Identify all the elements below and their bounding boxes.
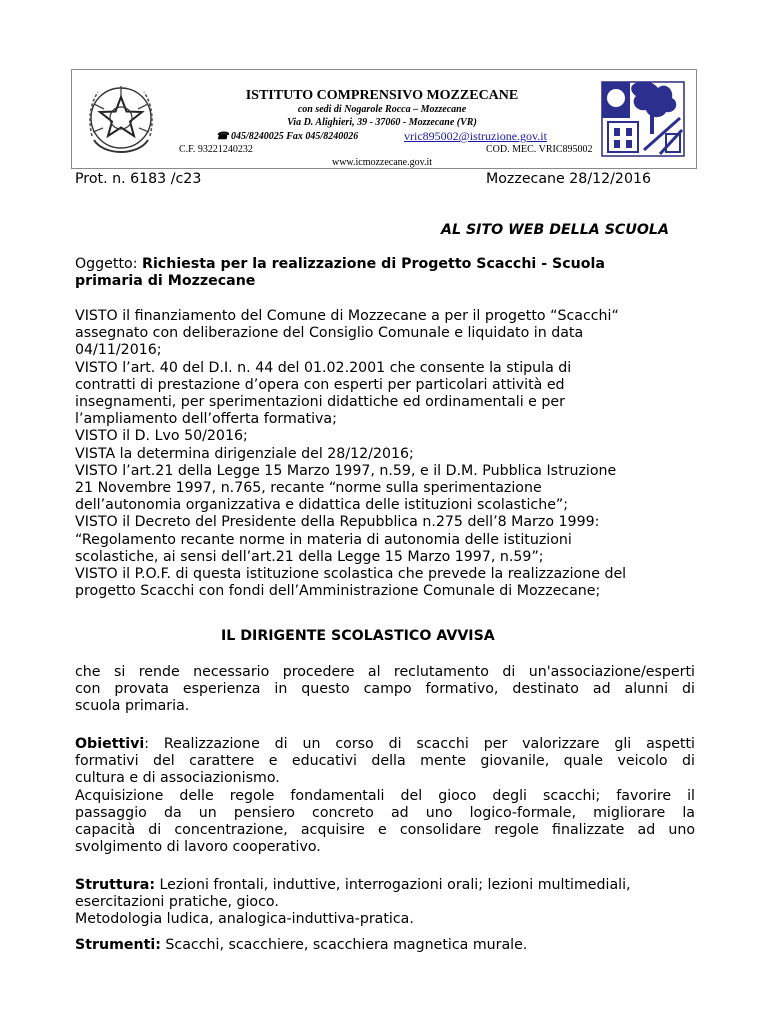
phone-icon: ☎ [216,131,229,142]
protocol-number: Prot. n. 6183 /c23 [75,171,202,187]
premise-line: 04/11/2016; [75,342,162,359]
objectives-line: capacità di concentrazione, acquisire e consolidare regole finalizzate ad uno [75,822,695,839]
premise-line: VISTA la determina dirigenziale del 28/12/2016; [75,445,414,462]
intro-line: con provata esperienza in questo campo formativo, destinato ad alunni di [75,681,695,698]
objectives-line: svolgimento di lavoro cooperativo. [75,839,321,856]
tools-text: Scacchi, scacchiere, scacchiera magnetica murale. [160,937,528,953]
tools-line [75,937,527,954]
premise-line: VISTO l’art. 40 del D.I. n. 44 del 01.02.2001 che consente la stipula di [75,359,572,376]
premises [75,308,675,600]
italian-republic-emblem-icon [82,76,160,160]
objectives-line: passaggio da un pensiero concreto ad uno logico-formale, migliorare la [75,804,695,821]
school-branches: con sedi di Nogarole Rocca – Mozzecane [297,104,467,115]
premise-line: scolastiche, ai sensi dell’art.21 della Legge 15 Marzo 1997, n.59”; [75,548,544,565]
premise-line: l’ampliamento dell’offerta formativa; [75,411,337,428]
objectives-label: Obiettivi [75,736,145,752]
objectives-line [75,736,695,753]
structure-line: Metodologia ludica, analogica-induttiva-pratica. [75,911,414,928]
premise-line: VISTO il D. Lvo 50/2016; [75,428,248,445]
objectives-paragraph [75,736,695,856]
premise-line: VISTO il P.O.F. di questa istituzione scolastica che prevede la realizzazione del [75,566,627,583]
structure-line [75,877,695,894]
objectives-text: : Realizzazione di un corso di scacchi per valorizzare gli aspetti [144,736,695,752]
premise-line: contratti di prestazione d’opera con esperti per particolari attività ed [75,376,565,393]
school-website: www.icmozzecane.gov.it [331,157,433,168]
school-name: ISTITUTO COMPRENSIVO MOZZECANE [245,88,519,103]
premise-line: VISTO l’art.21 della Legge 15 Marzo 1997, n.59, e il D.M. Pubblica Istruzione [75,462,617,479]
premise-line: assegnato con deliberazione del Consiglio Comunale e liquidato in data [75,325,584,342]
objectives-line: cultura e di associazionismo. [75,770,280,787]
premise-line: dell’autonomia organizzativa e didattica delle istituzioni scolastiche”; [75,497,569,514]
structure-line: esercitazioni pratiche, gioco. [75,894,279,911]
intro-paragraph [75,664,695,716]
structure-paragraph [75,877,695,929]
premise-line: progetto Scacchi con fondi dell’Amministrazione Comunale di Mozzecane; [75,583,601,600]
subject [75,256,605,273]
fiscal-code: C.F. 93221240232 [179,144,253,155]
objectives-line: formativi del carattere e educativi della mente giovanile, quale veicolo di [75,753,695,770]
subject-label: Oggetto: [75,256,143,272]
subject-line-1: Richiesta per la realizzazione di Progetto Scacchi - Scuola [142,256,605,272]
premise-line: VISTO il finanziamento del Comune di Mozzecane a per il progetto “Scacchi“ [75,308,619,324]
recipient: AL SITO WEB DELLA SCUOLA [441,222,669,238]
intro-line: scuola primaria. [75,698,190,715]
phone-fax-text: 045/8240025 Fax 045/8240026 [230,131,359,142]
letterhead [71,69,697,169]
premise-line: “Regolamento recante norme in materia di autonomia delle istituzioni [75,531,572,548]
mechanographic-code: COD. MEC. VRIC895002 [486,144,593,155]
tools-label: Strumenti: [75,937,161,953]
email-link[interactable]: vric895002@istruzione.gov.it [404,129,547,143]
objectives-line: Acquisizione delle regole fondamentali del gioco degli scacchi; favorire il [75,787,695,804]
place-date: Mozzecane 28/12/2016 [486,171,652,187]
premise-line: 21 Novembre 1997, n.765, recante “norme sulla sperimentazione [75,480,542,497]
intro-line: che si rende necessario procedere al reclutamento di un'associazione/esperti [75,664,695,680]
school-address: Via D. Alighieri, 39 - 37060 - Mozzecane (VR) [287,117,477,128]
school-logo-icon [600,78,686,160]
announcement-heading: IL DIRIGENTE SCOLASTICO AVVISA [221,628,495,644]
premise-line: VISTO il Decreto del Presidente della Repubblica n.275 dell’8 Marzo 1999: [75,514,600,531]
phone-fax [216,131,358,142]
structure-text: Lezioni frontali, induttive, interrogazioni orali; lezioni multimediali, [155,877,631,893]
premise-line: insegnamenti, per sperimentazioni didattiche ed ordinamentali e per [75,394,565,411]
structure-label: Struttura: [75,877,156,893]
subject-line-2: primaria di Mozzecane [75,273,256,289]
